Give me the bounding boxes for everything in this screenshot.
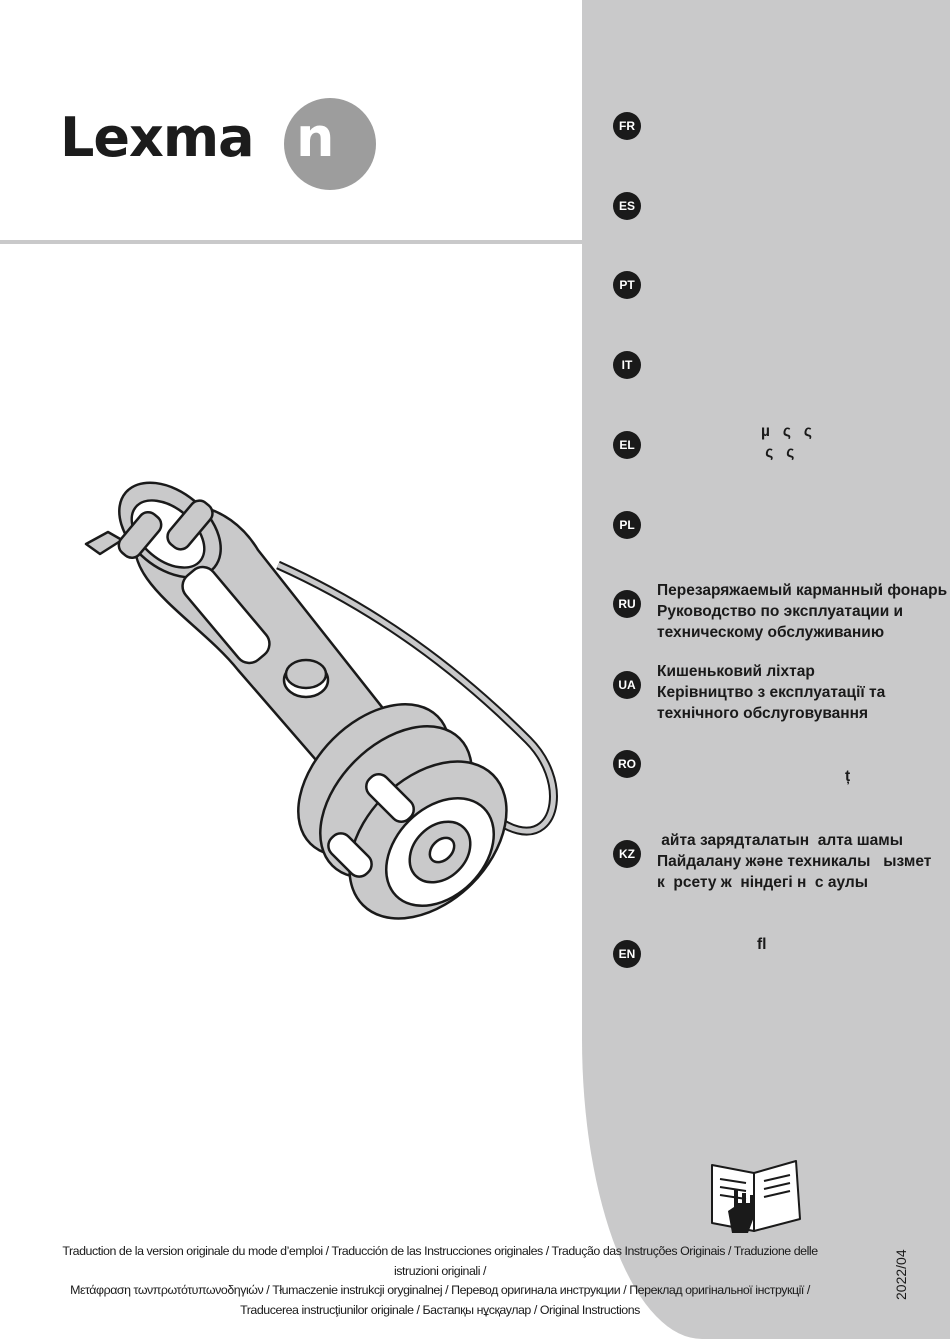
lang-badge-ro: RO xyxy=(613,750,641,778)
lang-text-ro: ț xyxy=(845,768,851,785)
lang-badge-pt: PT xyxy=(613,271,641,299)
lang-badge-it: IT xyxy=(613,351,641,379)
footer-line-2: Μετάφραση τωνπρωτότυπωνοδηγιών / Tłumaczenie instrukcji oryginalnej / Перевод оригинала инструкции / Переклад оригінальної інструкції / xyxy=(70,1283,810,1297)
footer-translations xyxy=(40,1242,840,1320)
lang-text-ru: Перезаряжаемый карманный фонарь Руководство по эксплуатации и техническому обслуживанию xyxy=(657,582,948,641)
lang-badge-es: ES xyxy=(613,192,641,220)
lexman-logo xyxy=(60,98,380,198)
footer-line-1: Traduction de la version originale du mode d’emploi / Traducción de las Instrucciones originales / Tradução das Instruções Originais / Traduzione delle istruzioni originali / xyxy=(62,1244,818,1278)
lang-badge-fr: FR xyxy=(613,112,641,140)
footer-line-3: Traducerea instrucţiunilor originale / Бастапқы нұсқаулар / Original Instructions xyxy=(240,1302,640,1317)
header-divider xyxy=(0,240,582,244)
logo-wordmark: Lexma xyxy=(60,106,254,169)
lang-text-ua: Кишеньковий ліхтар Керівництво з експлуатації та технічного обслуговування xyxy=(657,663,886,722)
lang-badge-en: EN xyxy=(613,940,641,968)
lang-badge-kz: KZ xyxy=(613,840,641,868)
lang-text-en: ﬂ xyxy=(757,936,767,953)
flashlight-illustration xyxy=(78,470,578,950)
lang-badge-pl: PL xyxy=(613,511,641,539)
read-manual-icon xyxy=(708,1155,804,1237)
lang-badge-ru: RU xyxy=(613,590,641,618)
lang-badge-ua: UA xyxy=(613,671,641,699)
lang-text-kz: айта зарядталатын алта шамы Пайдалану және техникалы ызмет к рсету ж ніндегі н с аулы xyxy=(657,832,932,891)
lang-badge-el: EL xyxy=(613,431,641,459)
publication-date: 2022/04 xyxy=(893,1249,909,1300)
logo-n-letter: n xyxy=(296,106,335,169)
lang-text-el: µ ς ς ς ς xyxy=(761,423,812,461)
